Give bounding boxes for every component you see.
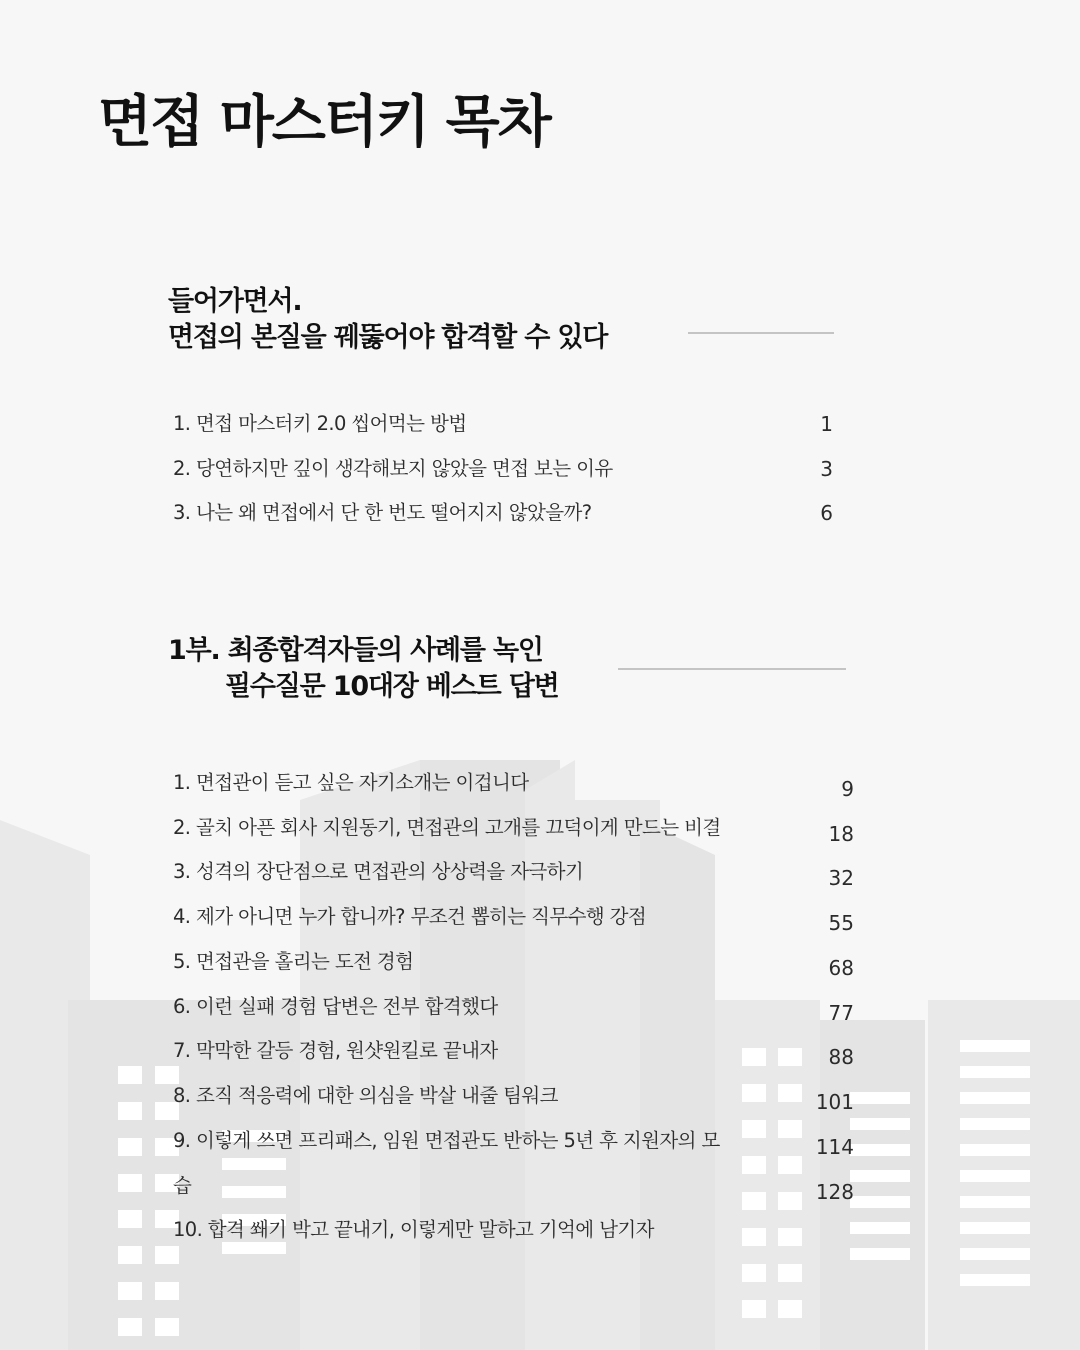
toc-page-number: 32	[828, 866, 854, 890]
toc-item-part1-1[interactable]: 1. 면접관이 듣고 싶은 자기소개는 이겁니다	[173, 771, 529, 794]
page-title: 면접 마스터키 목차	[98, 90, 550, 155]
toc-item-part1-2[interactable]: 2. 골치 아픈 회사 지원동기, 면접관의 고개를 끄덕이게 만드는 비결	[173, 816, 721, 839]
toc-item-part1-4[interactable]: 4. 제가 아니면 누가 합니까? 무조건 뽑히는 직무수행 강점	[173, 905, 647, 928]
toc-item-part1-10[interactable]: 10. 합격 쐐기 박고 끝내기, 이렇게만 말하고 기억에 남기자	[173, 1218, 654, 1241]
toc-item-intro-1[interactable]: 1. 면접 마스터키 2.0 씹어먹는 방법	[173, 412, 467, 435]
toc-page-number: 114	[815, 1135, 854, 1159]
toc-item-part1-3[interactable]: 3. 성격의 장단점으로 면접관의 상상력을 자극하기	[173, 860, 584, 883]
toc-item-intro-3[interactable]: 3. 나는 왜 면접에서 단 한 번도 떨어지지 않았을까?	[173, 501, 592, 524]
part1-heading-line2: 필수질문 10대장 베스트 답변	[225, 671, 559, 702]
intro-heading-line1: 들어가면서.	[168, 286, 302, 317]
toc-item-part1-6[interactable]: 6. 이런 실패 경험 답변은 전부 합격했다	[173, 995, 498, 1018]
intro-heading-line2: 면접의 본질을 꿰뚫어야 합격할 수 있다	[168, 322, 608, 353]
toc-page-number: 128	[815, 1180, 854, 1204]
part1-heading-divider	[618, 668, 846, 670]
toc-page-number: 9	[841, 777, 854, 801]
intro-section-heading	[168, 284, 607, 356]
toc-page-number: 3	[820, 457, 833, 481]
toc-item-part1-5[interactable]: 5. 면접관을 홀리는 도전 경험	[173, 950, 414, 973]
toc-page-number: 68	[828, 956, 854, 980]
toc-item-part1-8[interactable]: 8. 조직 적응력에 대한 의심을 박살 내줄 팀워크	[173, 1084, 558, 1107]
toc-item-part1-9-continued[interactable]: 습	[173, 1174, 192, 1197]
toc-page-number: 55	[828, 911, 854, 935]
toc-item-part1-7[interactable]: 7. 막막한 갈등 경험, 원샷원킬로 끝내자	[173, 1039, 498, 1062]
toc-page-number: 6	[820, 501, 833, 525]
toc-page-number: 1	[820, 412, 833, 436]
toc-page-number: 77	[828, 1001, 854, 1025]
toc-item-part1-9[interactable]: 9. 이렇게 쓰면 프리패스, 임원 면접관도 반하는 5년 후 지원자의 모	[173, 1129, 720, 1152]
part1-heading-line1: 1부. 최종합격자들의 사례를 녹인	[168, 635, 543, 666]
toc-item-intro-2[interactable]: 2. 당연하지만 깊이 생각해보지 않았을 면접 보는 이유	[173, 457, 613, 480]
intro-heading-divider	[688, 332, 834, 334]
toc-page-number: 101	[815, 1090, 854, 1114]
toc-page-number: 88	[828, 1045, 854, 1069]
toc-page-number: 18	[828, 822, 854, 846]
part1-section-heading	[168, 633, 558, 705]
